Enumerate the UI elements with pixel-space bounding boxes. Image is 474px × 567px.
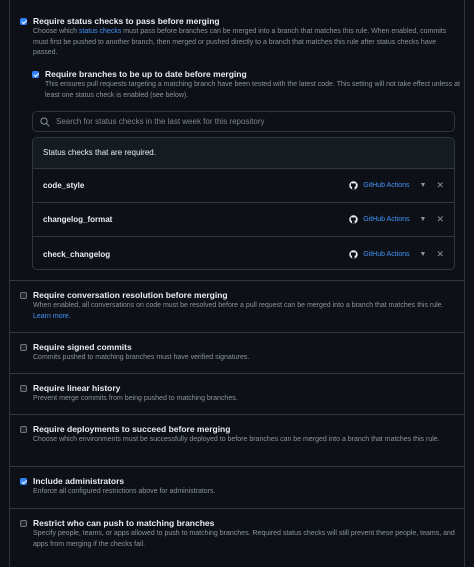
restrict-push-checkbox[interactable]	[20, 520, 27, 527]
chevron-down-icon[interactable]: ▼	[419, 216, 427, 223]
required-check-row	[33, 237, 454, 270]
required-checks-header: Status checks that are required.	[33, 138, 454, 169]
status-checks-description: Choose which status checks must pass before branches can be merged into a branch that matches this rule. When enabled, commits must first be pushed to another branch, then merged or pushed directly to a branch that matches this rule after status checks have passed.	[33, 28, 447, 56]
conversation-resolution-option	[20, 290, 460, 322]
up-to-date-option	[32, 69, 460, 101]
signed-commits-option	[20, 342, 460, 364]
deployments-checkbox[interactable]	[20, 426, 27, 433]
check-provider-button[interactable]: GitHub Actions	[349, 181, 409, 190]
learn-more-link[interactable]: Learn more.	[33, 312, 71, 320]
check-provider-button[interactable]: GitHub Actions	[349, 215, 409, 224]
restrict-push-option	[20, 518, 460, 550]
close-icon[interactable]: ✕	[436, 214, 444, 224]
signed-commits-description: Commits pushed to matching branches must have verified signatures.	[33, 354, 250, 361]
conversation-resolution-title: Require conversation resolution before merging	[33, 290, 228, 300]
restrict-push-title: Restrict who can push to matching branches	[33, 518, 215, 528]
up-to-date-title: Require branches to be up to date before merging	[45, 69, 247, 79]
github-icon	[349, 215, 358, 224]
check-name: code_style	[43, 181, 85, 190]
required-check-row	[33, 203, 454, 237]
conversation-resolution-checkbox[interactable]	[20, 292, 27, 299]
signed-commits-checkbox[interactable]	[20, 344, 27, 351]
status-checks-option	[20, 16, 460, 59]
check-name: check_changelog	[43, 249, 111, 259]
divider	[10, 414, 464, 415]
check-name: changelog_format	[43, 215, 113, 224]
status-checks-link[interactable]: status checks	[78, 28, 122, 35]
status-check-search-input[interactable]	[56, 117, 416, 126]
linear-history-option	[20, 383, 460, 405]
deployments-title: Require deployments to succeed before merging	[33, 424, 231, 434]
chevron-down-icon[interactable]: ▼	[419, 250, 427, 258]
deployments-option	[20, 424, 460, 446]
divider	[10, 373, 464, 374]
check-provider-button[interactable]: GitHub Actions	[349, 250, 409, 259]
include-administrators-title: Include administrators	[33, 476, 125, 486]
linear-history-title: Require linear history	[33, 383, 121, 393]
github-icon	[349, 250, 358, 259]
close-icon[interactable]: ✕	[436, 180, 444, 190]
github-icon	[349, 181, 358, 190]
status-checks-title: Require status checks to pass before merging	[33, 16, 220, 26]
required-check-row	[33, 169, 454, 203]
required-checks-list	[32, 137, 455, 270]
divider	[10, 280, 464, 281]
conversation-resolution-description: When enabled, all conversations on code must be resolved before a pull request can be merged into a branch that matches this rule. Learn more.	[33, 302, 444, 320]
search-icon	[40, 117, 50, 127]
linear-history-description: Prevent merge commits from being pushed to matching branches.	[33, 395, 238, 402]
include-administrators-option	[20, 476, 460, 498]
include-administrators-description: Enforce all configured restrictions above for administrators.	[33, 488, 216, 495]
up-to-date-description: This ensures pull requests targeting a matching branch have been tested with the latest code. This setting will not take effect unless at least one status check is enabled (see below).	[45, 81, 460, 99]
restrict-push-description: Specify people, teams, or apps allowed to push to matching branches. Required status checks will still prevent these people, teams, and apps from merging if the checks fail.	[33, 530, 455, 548]
divider	[10, 466, 464, 467]
status-check-search	[32, 111, 455, 132]
divider	[10, 508, 464, 509]
chevron-down-icon[interactable]: ▼	[419, 182, 427, 189]
signed-commits-title: Require signed commits	[33, 342, 132, 352]
status-checks-checkbox[interactable]	[20, 18, 27, 25]
deployments-description: Choose which environments must be successfully deployed to before branches can be merged into a branch that matches this rule.	[33, 436, 440, 443]
linear-history-checkbox[interactable]	[20, 385, 27, 392]
divider	[10, 332, 464, 333]
close-icon[interactable]: ✕	[436, 248, 444, 259]
include-administrators-checkbox[interactable]	[20, 478, 27, 485]
up-to-date-checkbox[interactable]	[32, 71, 39, 78]
